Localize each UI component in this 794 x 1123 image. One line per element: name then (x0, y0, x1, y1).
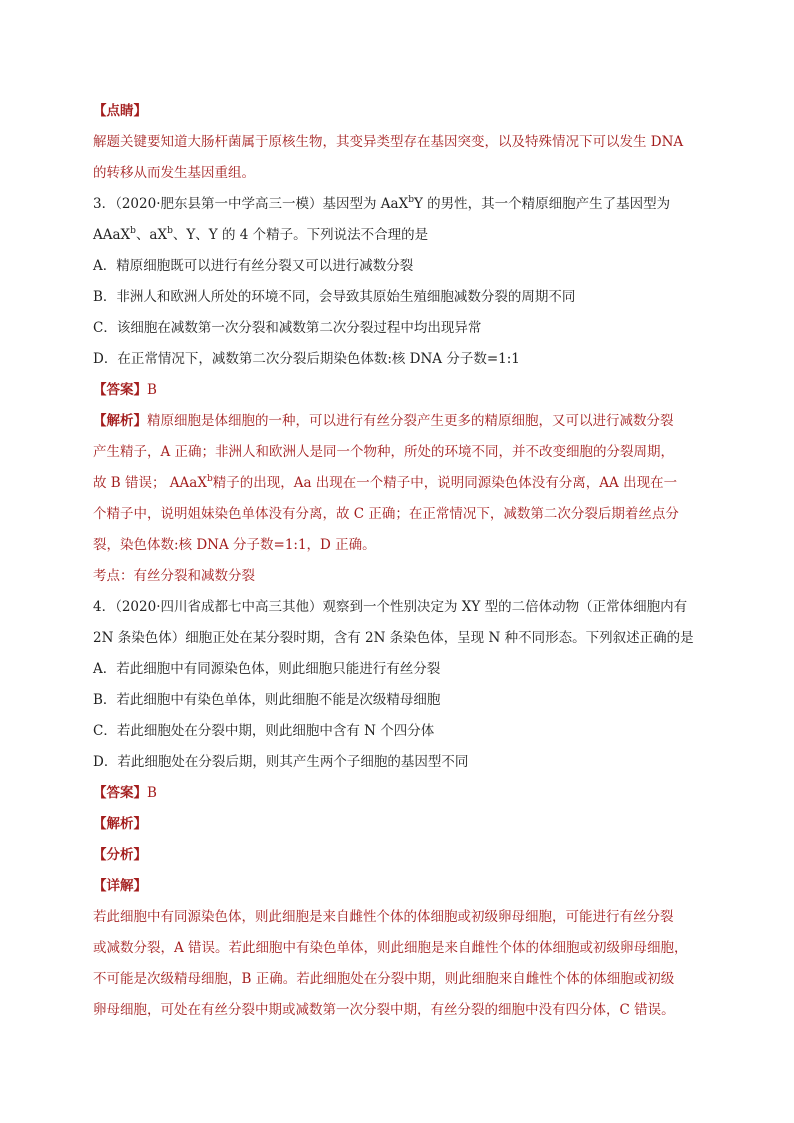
q3-option-c: C．该细胞在减数第一次分裂和减数第二次分裂过程中均出现异常 (93, 320, 482, 336)
q4-detail-line-3: 不可能是次级精母细胞，B 正确。若此细胞处在分裂中期，则此细胞来自雌性个体的体细胞或初级 (93, 971, 675, 987)
q4-answer-value: B (147, 785, 157, 801)
q3-answer (93, 375, 713, 406)
q4-detail-line-1: 若此细胞中有同源染色体，则此细胞是来自雌性个体的体细胞或初级卵母细胞，可能进行有丝分裂 (93, 909, 674, 925)
q4-detail-line-2: 或减数分裂，A 错误。若此细胞中有染色单体，则此细胞是来自雌性个体的体细胞或初级卵母细胞， (93, 940, 688, 956)
q3-analysis-line-3: 故 B 错误； AAaX$^b$精子的出现，Aa 出现在一个精子中，说明同源染色体没有分离，AA 出现在一 (93, 474, 678, 491)
q4-xiangjie-heading: 【详解】 (93, 878, 147, 894)
document-page (93, 96, 713, 1026)
dianjing-heading: 【点睛】 (93, 103, 147, 119)
q4-analysis-heading: 【解析】 (93, 816, 147, 832)
q3-option-b: B．非洲人和欧洲人所处的环境不同，会导致其原始生殖细胞减数分裂的周期不同 (93, 289, 576, 305)
q4-option-b: B．若此细胞中有染色单体，则此细胞不能是次级精母细胞 (93, 692, 441, 708)
q3-kaodian: 考点：有丝分裂和减数分裂 (93, 568, 255, 584)
q4-option-d: D．若此细胞处在分裂后期，则其产生两个子细胞的基因型不同 (93, 754, 469, 770)
dianjing-text-line-2: 的转移从而发生基因重组。 (93, 165, 255, 181)
q4-fenxi-heading: 【分析】 (93, 847, 147, 863)
q3-option-a: A．精原细胞既可以进行有丝分裂又可以进行减数分裂 (93, 258, 414, 274)
q4-stem-line-2: 2N 条染色体）细胞正处在某分裂时期，含有 2N 条染色体，呈现 N 种不同形态。下列叙述正确的是 (93, 630, 694, 646)
q4-answer (93, 778, 713, 809)
q3-option-d: D．在正常情况下，减数第二次分裂后期染色体数:核 DNA 分子数=1:1 (93, 351, 520, 367)
q4-option-a: A．若此细胞中有同源染色体，则此细胞只能进行有丝分裂 (93, 661, 441, 677)
q3-analysis-line-1: 【解析】精原细胞是体细胞的一种，可以进行有丝分裂产生更多的精原细胞，又可以进行减数分裂 (93, 413, 674, 429)
q3-analysis-line-2: 产生精子，A 正确；非洲人和欧洲人是同一个物种，所处的环境不同，并不改变细胞的分裂周期， (93, 444, 675, 460)
q3-stem-line-2: AAaX$^b$、$aX^b$、Y、Y 的 4 个精子。下列说法不合理的是 (93, 226, 429, 243)
q4-stem-line-1: 4．（2020·四川省成都七中高三其他）观察到一个性别决定为 XY 型的二倍体动物（正常体细胞内有 (93, 599, 688, 615)
q3-answer-value: B (147, 382, 157, 398)
q4-detail-line-4: 卵母细胞，可处在有丝分裂中期或减数第一次分裂中期，有丝分裂的细胞中没有四分体，C 错误。 (93, 1002, 675, 1018)
q3-analysis-tag: 【解析】 (93, 413, 147, 429)
q3-answer-tag: 【答案】 (93, 382, 147, 398)
q3-stem-line-1: 3．（2020·肥东县第一中学高三一模）基因型为 AaX$^b$Y 的男性，其一个精原细胞产生了基因型为 (93, 195, 671, 212)
q3-analysis-line-4: 个精子中，说明姐妹染色单体没有分离，故 C 正确；在正常情况下，减数第二次分裂后期着丝点分 (93, 506, 679, 522)
q3-analysis-line-5: 裂，染色体数:核 DNA 分子数=1:1，D 正确。 (93, 537, 376, 553)
q4-option-c: C．若此细胞处在分裂中期，则此细胞中含有 N 个四分体 (93, 723, 435, 739)
q4-answer-tag: 【答案】 (93, 785, 147, 801)
dianjing-text-line-1: 解题关键要知道大肠杆菌属于原核生物，其变异类型存在基因突变，以及特殊情况下可以发生 DNA (93, 134, 684, 150)
